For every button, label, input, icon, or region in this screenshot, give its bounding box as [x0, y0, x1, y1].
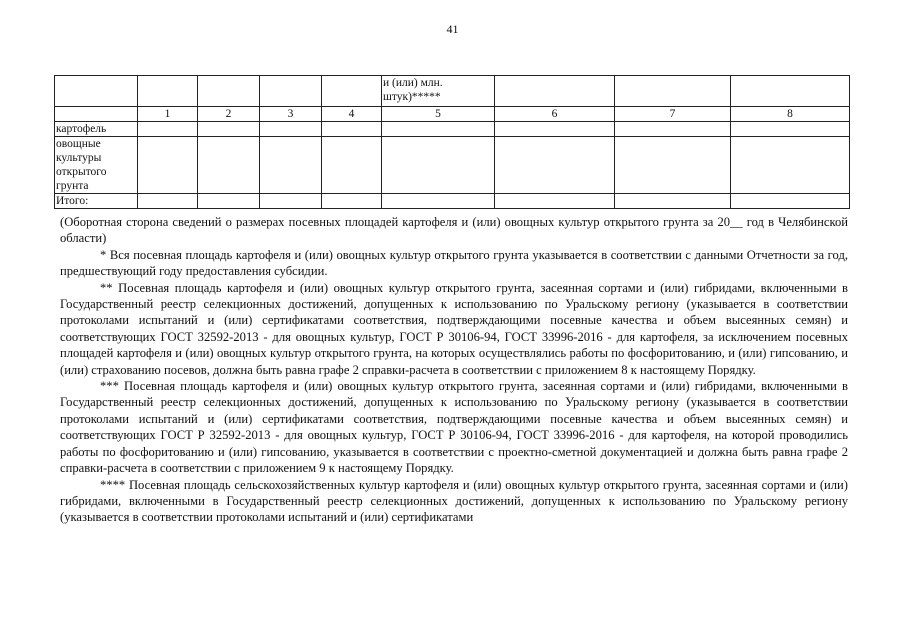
- table-row: [55, 137, 850, 194]
- table-header-row: [55, 76, 850, 107]
- col-number: 6: [495, 107, 615, 122]
- table-row: [55, 194, 850, 209]
- header-tail-cell: и (или) млн. штук)*****: [382, 76, 495, 107]
- col-number: 5: [382, 107, 495, 122]
- footnote-1: * Вся посевная площадь картофеля и (или) овощных культур открытого грунта указывается в соответствии с данными Отчетности за год, предшествующий году предоставления субсидии.: [60, 247, 848, 279]
- footnote-4: **** Посевная площадь сельскохозяйственных культур картофеля и (или) овощных культур открытого грунта, засеянная сортами и (или) гибридами, включенными в Государственный реестр селекционных достижений, допущенных к использованию по Уральскому региону (указывается в соответствии протоколами испытаний и (или) сертификатами: [60, 477, 848, 525]
- form-caption: (Оборотная сторона сведений о размерах посевных площадей картофеля и (или) овощных культур открытого грунта за 20__ год в Челябинской области): [60, 215, 848, 246]
- col-number: 2: [198, 107, 260, 122]
- table-row: [55, 122, 850, 137]
- data-table: [54, 75, 850, 209]
- row-label: Итого:: [55, 194, 138, 209]
- footnotes-text: [60, 214, 848, 526]
- col-number: 3: [260, 107, 322, 122]
- col-number: 8: [731, 107, 850, 122]
- row-label: картофель: [55, 122, 138, 137]
- col-number: 7: [615, 107, 731, 122]
- footnote-3: *** Посевная площадь картофеля и (или) овощных культур открытого грунта, засеянная сортами и (или) гибридами, включенными в Государственный реестр селекционных достижений, допущенных к использованию по Уральскому региону (указывается в соответствии протоколами испытаний и (или) сертификатами соответствия, подтверждающими посевные качества и объем высеянных семян) и соответствующих ГОСТ Р 32592-2013 - для овощных культур, ГОСТ Р 30106-94, ГОСТ 33996-2016 - для картофеля, на которой проводились работы по фосфоритованию и (или) гипсованию, указывается в соответствии с проектно-сметной документацией и должна быть равна графе 2 справки-расчета в соответствии с приложением 9 к настоящему Порядку.: [60, 379, 848, 476]
- row-label: овощные культуры открытого грунта: [55, 137, 138, 194]
- col-number: 1: [138, 107, 198, 122]
- column-number-row: [55, 107, 850, 122]
- page-number: 41: [446, 22, 459, 36]
- footnote-2: ** Посевная площадь картофеля и (или) овощных культур открытого грунта, засеянная сортами и (или) гибридами, включенными в Государственный реестр селекционных достижений, допущенных к использованию по Уральскому региону (указывается в соответствии протоколами испытаний и (или) сертификатами соответствия, подтверждающими посевные качества и объем высеянных семян) и соответствующих ГОСТ 32592-2013 - для овощных культур, ГОСТ Р 30106-94, ГОСТ 33996-2016 - для картофеля, за исключением посевных площадей картофеля и (или) овощных культур открытого грунта, на которых осуществлялись работы по фосфоритованию, и (или) гипсованию, и (или) страхованию посевов, должна быть равна графе 2 справки-расчета в соответствии с приложением 8 к настоящему Порядку.: [60, 280, 848, 377]
- col-number: 4: [322, 107, 382, 122]
